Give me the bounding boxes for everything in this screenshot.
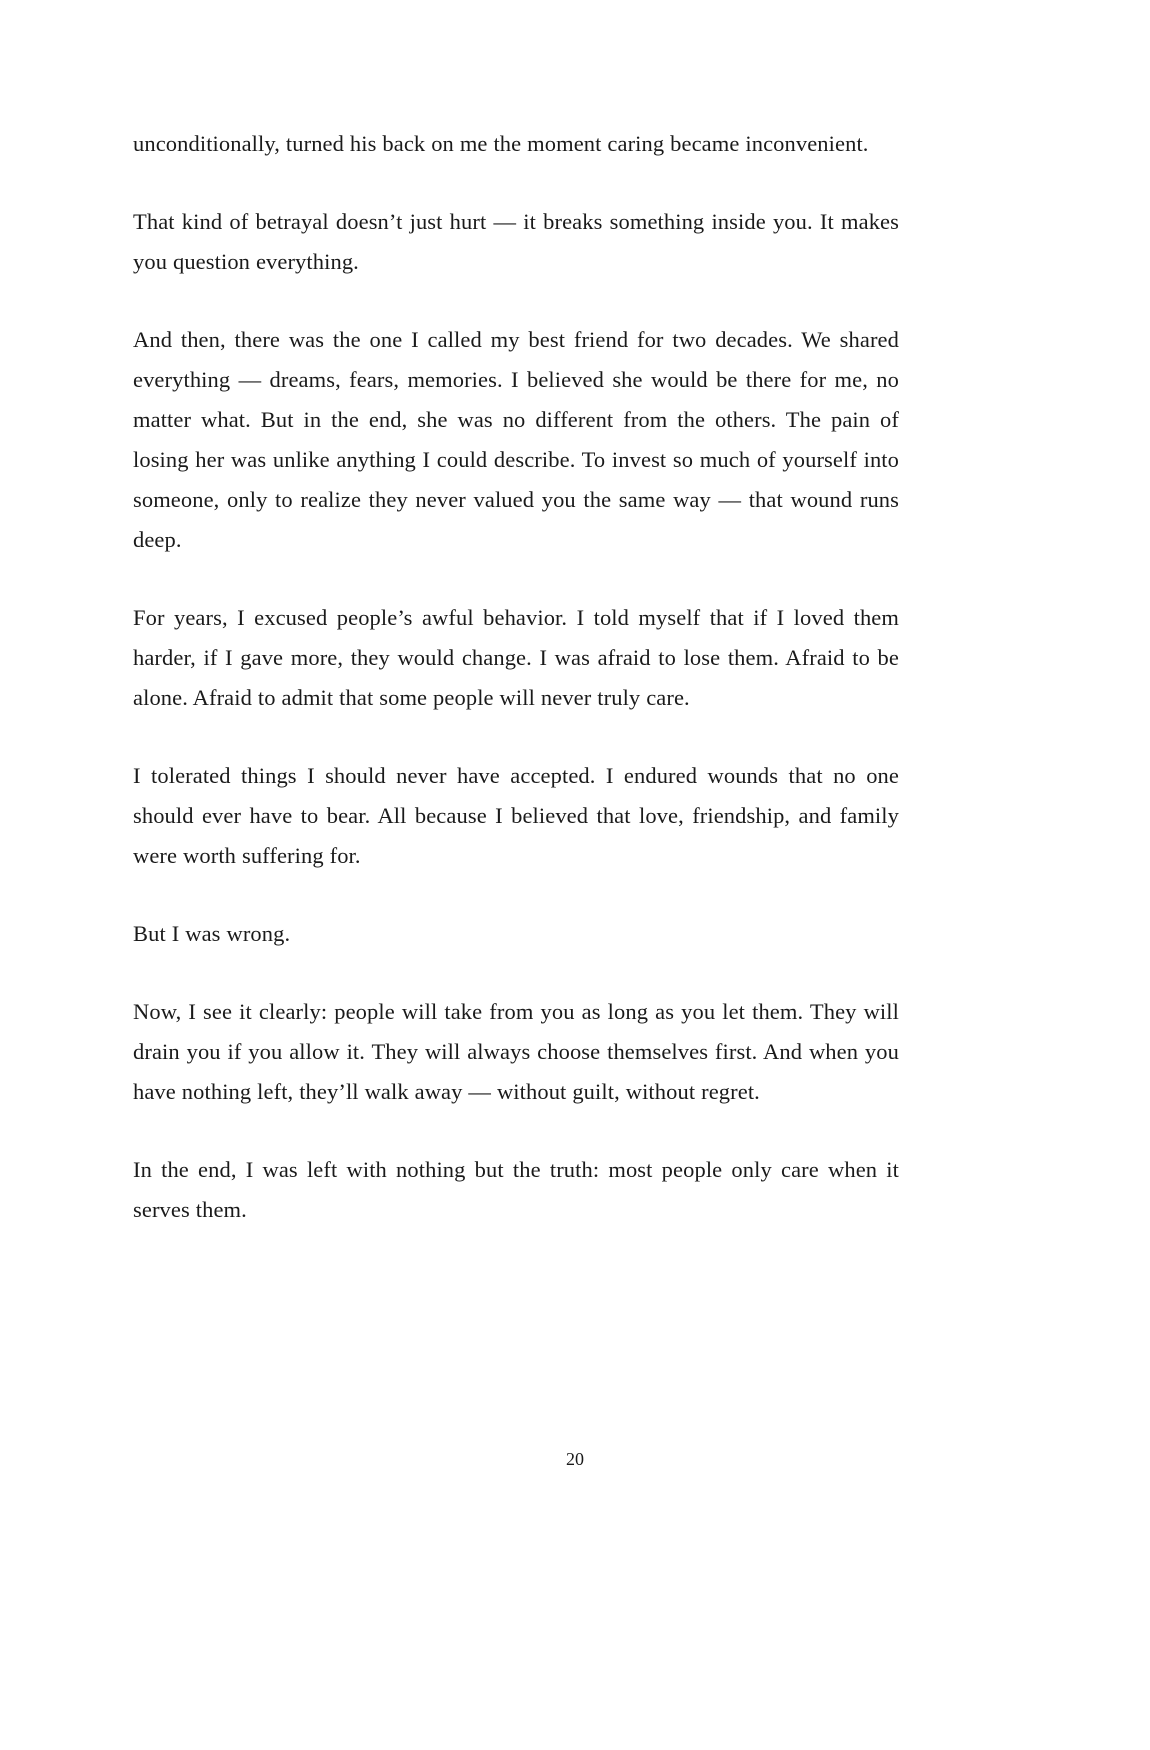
paragraph: Now, I see it clearly: people will take from you as long as you let them. They will drain you if you allow it. They will always choose themselves first. And when you have nothing left, they’ll walk away — without guilt, without regret. — [133, 999, 899, 1104]
paragraph: But I was wrong. — [133, 921, 291, 946]
page-text-column — [133, 124, 899, 1230]
paragraph: In the end, I was left with nothing but the truth: most people only care when it serves them. — [133, 1157, 899, 1222]
paragraph: I tolerated things I should never have accepted. I endured wounds that no one should ever have to bear. All because I believed that love, friendship, and family were worth suffering for. — [133, 763, 899, 868]
paragraph: And then, there was the one I called my best friend for two decades. We shared everything — dreams, fears, memories. I believed she would be there for me, no matter what. But in the end, she was no different from the others. The pain of losing her was unlike anything I could describe. To invest so much of yourself into someone, only to realize they never valued you the same way — that wound runs deep. — [133, 327, 899, 552]
paragraph: That kind of betrayal doesn’t just hurt — it breaks something inside you. It makes you question everything. — [133, 209, 899, 274]
paragraph: For years, I excused people’s awful behavior. I told myself that if I loved them harder, if I gave more, they would change. I was afraid to lose them. Afraid to be alone. Afraid to admit that some people will never truly care. — [133, 605, 899, 710]
page-number: 20 — [566, 1449, 584, 1469]
paragraph: unconditionally, turned his back on me the moment caring became inconvenient. — [133, 131, 869, 156]
